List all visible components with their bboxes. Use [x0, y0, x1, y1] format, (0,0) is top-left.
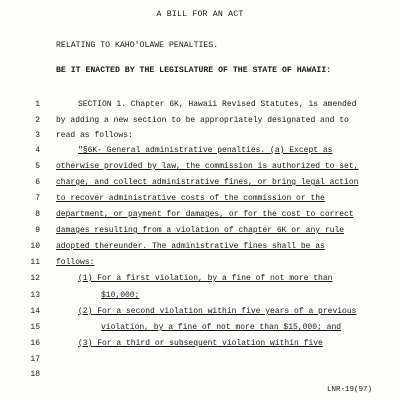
line-number: 18: [30, 370, 40, 379]
bill-line: [0, 242, 400, 254]
bill-line: [0, 370, 400, 382]
bill-line: [0, 274, 400, 286]
line-text: "§6K- General administrative penalties. (a) Except as: [78, 146, 333, 155]
line-text: (2) For a second violation within five years of a previous: [78, 307, 357, 316]
bill-line: [0, 116, 400, 128]
line-number: 10: [30, 242, 40, 251]
bill-line: [0, 162, 400, 174]
line-number: 9: [35, 226, 40, 235]
line-text: otherwise provided by law, the commission is authorized to set,: [56, 162, 359, 171]
line-text: by adding a new section to be appropriately designated and to: [56, 116, 349, 125]
bill-line: [0, 291, 400, 303]
bill-line: [0, 226, 400, 238]
line-text: damages resulting from a violation of chapter 6K or any rule: [56, 226, 345, 235]
line-number: 1: [35, 100, 40, 109]
bill-line: [0, 323, 400, 335]
line-text: department, or payment for damages, or for the cost to correct: [56, 210, 354, 219]
bill-line: [0, 210, 400, 222]
line-text: adopted thereunder. The administrative fines shall be as: [56, 242, 325, 251]
line-number: 14: [30, 307, 40, 316]
bill-title: A BILL FOR AN ACT: [156, 10, 244, 19]
bill-line: [0, 339, 400, 351]
line-number: 13: [30, 291, 40, 300]
line-number: 4: [35, 146, 40, 155]
line-number: 17: [30, 355, 40, 364]
line-number: 3: [35, 131, 40, 140]
line-number: 2: [35, 116, 40, 125]
enacting-clause: BE IT ENACTED BY THE LEGISLATURE OF THE STATE OF HAWAII:: [56, 66, 332, 75]
line-text: charge, and collect administrative fines, or bring legal action: [56, 178, 359, 187]
bill-line: [0, 178, 400, 190]
line-text: SECTION 1. Chapter 6K, Hawaii Revised Statutes, is amended: [78, 100, 357, 109]
line-number: 7: [35, 194, 40, 203]
bill-line: [0, 355, 400, 367]
bill-line: [0, 258, 400, 270]
line-number: 16: [30, 339, 40, 348]
line-text: violation, by a fine of not more than $15,000; and: [101, 323, 342, 332]
bill-line: [0, 100, 400, 112]
line-text: (1) For a first violation, by a fine of not more than: [78, 274, 333, 283]
bill-line: [0, 131, 400, 143]
document-code: LNR-19(97): [326, 386, 372, 394]
line-number: 12: [30, 274, 40, 283]
line-text: read as follows:: [56, 131, 133, 140]
line-text: (3) For a third or subsequent violation within five: [78, 339, 323, 348]
bill-line: [0, 194, 400, 206]
line-number: 15: [30, 323, 40, 332]
relating-clause: RELATING TO KAHO'OLAWE PENALTIES.: [56, 41, 219, 50]
line-text: $10,000;: [101, 291, 140, 300]
bill-line: [0, 307, 400, 319]
line-number: 11: [30, 258, 40, 267]
line-text: follows:: [56, 258, 95, 267]
line-number: 8: [35, 210, 40, 219]
line-number: 6: [35, 178, 40, 187]
line-text: to recover administrative costs of the commission or the: [56, 194, 325, 203]
line-number: 5: [35, 162, 40, 171]
bill-line: [0, 146, 400, 158]
